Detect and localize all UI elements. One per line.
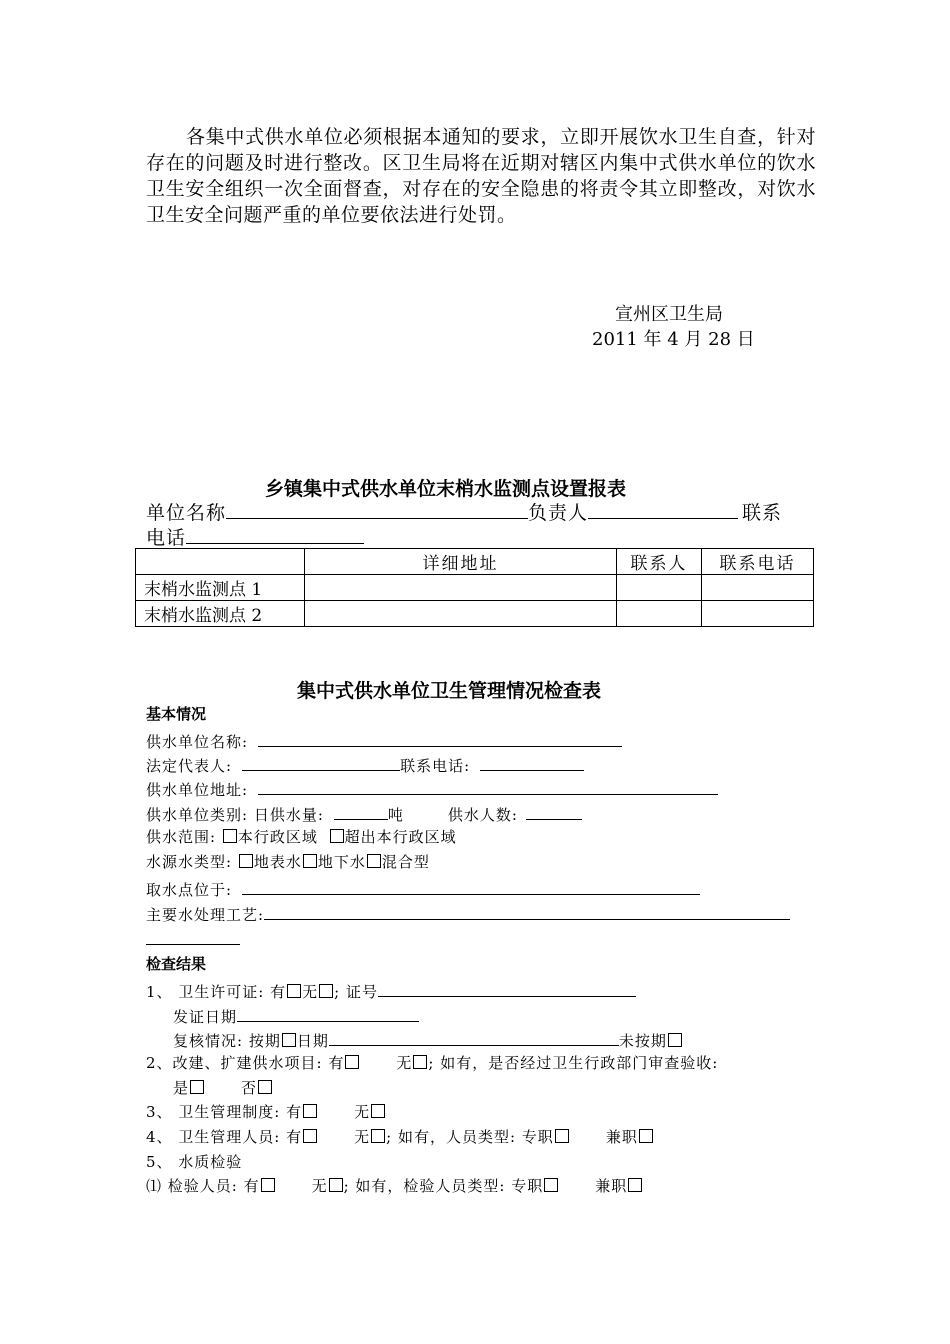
item5-1-no-label: 无 [311,1177,328,1195]
intake-field[interactable] [242,876,700,895]
responsible-blank[interactable] [588,500,738,519]
process-field[interactable] [264,901,790,920]
table-header-phone: 联系电话 [702,549,814,575]
item1-no-label: 无 [302,983,319,1001]
item4-fulltime-checkbox[interactable] [555,1129,569,1143]
review-late-checkbox[interactable] [668,1033,682,1047]
inspection-title: 集中式供水单位卫生管理情况检查表 [297,680,602,702]
table-header-contact: 联系人 [617,549,702,575]
item5-label: 5、 水质检验 [146,1153,243,1171]
review-label: 复核情况: 按期 [173,1032,281,1050]
table-header-empty [136,549,305,575]
process-continuation-line[interactable] [146,944,240,945]
scope-opt2-label: 超出本行政区域 [344,828,457,846]
item5-1-parttime-label: 兼职 [595,1177,628,1195]
report-title: 乡镇集中式供水单位末梢水监测点设置报表 [265,478,627,500]
issue-date-field[interactable] [237,1003,419,1022]
category-line [146,801,582,825]
scope-opt1-checkbox[interactable] [223,829,237,843]
item5-1-label: ⑴ 检验人员: 有 [146,1177,260,1195]
item4-parttime-checkbox[interactable] [639,1129,653,1143]
item5-1-parttime-checkbox[interactable] [628,1178,642,1192]
item1-line [146,978,636,1002]
report-header-line2 [146,523,364,550]
item5-1-rest: ; 如有，检验人员类型: 专职 [343,1177,544,1195]
item4-no-checkbox[interactable] [371,1129,385,1143]
source-opt1-label: 地表水 [253,853,302,871]
report-header-line1 [146,498,782,525]
item2-line [146,1052,718,1073]
source-opt3-checkbox[interactable] [367,854,381,868]
address-line [146,776,718,800]
item1-no-checkbox[interactable] [319,984,333,998]
item3-label: 3、 卫生管理制度: 有 [146,1103,303,1121]
item5-1-yes-checkbox[interactable] [261,1178,275,1192]
item2-rest: ; 如有，是否经过卫生行政部门审查验收: [428,1054,719,1072]
scope-line [146,826,457,847]
legal-rep-line [146,752,584,776]
contact-phone-blank[interactable] [186,525,364,544]
intake-label: 取水点位于: [146,881,233,899]
table-cell-address[interactable] [305,601,617,627]
item4-rest: ; 如有，人员类型: 专职 [386,1128,554,1146]
approval-yes-label: 是 [173,1079,190,1097]
table-header-row [136,549,814,575]
category-label: 供水单位类别: 日供水量: [146,806,324,824]
cert-label: ; 证号 [334,983,378,1001]
approval-no-checkbox[interactable] [258,1080,272,1094]
ton-unit: 吨 [387,806,404,824]
address-label: 供水单位地址: [146,781,249,799]
issue-date-label: 发证日期 [173,1008,238,1026]
review-date-label: 日期 [296,1032,329,1050]
table-row [136,575,814,601]
item3-line [146,1101,386,1122]
process-line [146,901,790,925]
approval-no-label: 否 [241,1079,258,1097]
table-cell-address[interactable] [305,575,617,601]
item4-parttime-label: 兼职 [605,1128,638,1146]
item4-yes-checkbox[interactable] [303,1129,317,1143]
phone-label: 联系电话: [400,757,471,775]
table-cell-phone[interactable] [702,575,814,601]
unit-name-field[interactable] [258,728,622,747]
table-cell-contact[interactable] [617,575,702,601]
table-row [136,601,814,627]
source-line [146,851,430,872]
results-heading: 检查结果 [146,955,207,973]
table-cell-phone[interactable] [702,601,814,627]
item5-1-no-checkbox[interactable] [329,1178,343,1192]
issue-date-line [173,1003,419,1027]
legal-rep-label: 法定代表人: [146,757,233,775]
daily-volume-field[interactable] [334,801,388,820]
address-field[interactable] [258,776,718,795]
signature-date: 2011 年 4 月 28 日 [592,329,755,350]
review-line [173,1027,683,1051]
table-cell-point-name: 末梢水监测点 2 [136,601,305,627]
contact-label-part1: 联系 [742,502,783,524]
item2-yes-checkbox[interactable] [345,1055,359,1069]
item4-no-label: 无 [354,1128,371,1146]
unit-name-line [146,728,622,752]
intake-line [146,876,700,900]
item3-no-checkbox[interactable] [371,1104,385,1118]
source-label: 水源水类型: [146,853,233,871]
table-cell-point-name: 末梢水监测点 1 [136,575,305,601]
scope-opt1-label: 本行政区域 [237,828,318,846]
item4-line [146,1126,654,1147]
item3-yes-checkbox[interactable] [303,1104,317,1118]
table-cell-contact[interactable] [617,601,702,627]
item5-line [146,1151,242,1172]
source-opt2-checkbox[interactable] [303,854,317,868]
item1-yes-checkbox[interactable] [287,984,301,998]
legal-rep-field[interactable] [242,752,400,771]
monitoring-points-table [135,548,814,627]
scope-opt2-checkbox[interactable] [330,829,344,843]
source-opt3-label: 混合型 [381,853,430,871]
item5-1-fulltime-checkbox[interactable] [544,1178,558,1192]
process-label: 主要水处理工艺: [146,906,265,924]
source-opt1-checkbox[interactable] [239,854,253,868]
population-label: 供水人数: [447,806,518,824]
responsible-label: 负责人 [528,502,589,524]
review-ontime-checkbox[interactable] [282,1033,296,1047]
review-date-field[interactable] [329,1027,619,1046]
notice-paragraph: 各集中式供水单位必须根据本通知的要求，立即开展饮水卫生自查，针对存在的问题及时进行整改。区卫生局将在近期对辖区内集中式供水单位的饮水卫生安全组织一次全面督查，对存在的安全隐患的将责令其立即整改，对饮水卫生安全问题严重的单位要依法进行处罚。 [146,126,816,226]
item2-no-label: 无 [396,1054,413,1072]
source-opt2-label: 地下水 [317,853,366,871]
unit-name-label: 供水单位名称: [146,733,249,751]
approval-yes-checkbox[interactable] [190,1080,204,1094]
item5-1-line [146,1175,643,1196]
item1-label: 1、 卫生许可证: 有 [146,983,287,1001]
population-field[interactable] [526,801,582,820]
review-late-label: 未按期 [618,1032,667,1050]
contact-label-part2: 电话 [146,527,187,549]
phone-field[interactable] [480,752,584,771]
item2-no-checkbox[interactable] [413,1055,427,1069]
signature-org: 宣州区卫生局 [615,304,723,325]
unit-name-label: 单位名称 [146,502,227,524]
scope-label: 供水范围: [146,828,217,846]
unit-name-blank[interactable] [226,500,528,519]
basic-heading: 基本情况 [146,705,207,723]
item2-label: 2、改建、扩建供水项目: 有 [146,1054,345,1072]
item2-approval-line [173,1077,273,1098]
item3-no-label: 无 [354,1103,371,1121]
item4-label: 4、 卫生管理人员: 有 [146,1128,303,1146]
table-header-address: 详细地址 [305,549,617,575]
cert-number-field[interactable] [378,978,636,997]
